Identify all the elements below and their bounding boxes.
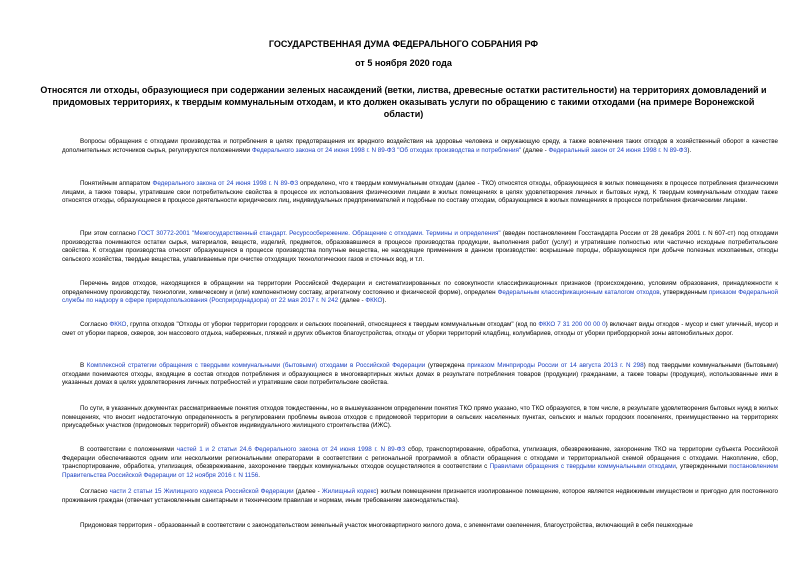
link-fkko-catalog[interactable]: Федеральным классификационным каталогом отходов xyxy=(497,288,660,296)
paragraph-1: Вопросы обращения с отходами производства и потребления в целях предотвращения их вредного воздействия на здоровье человека и окружающую среду, а также вовлечения таких отходов в хозяйственный оборот в качестве дополнительных источников сырья, регулируются положениями Федерального закона от 24 июня 1998 г. N 89-ФЗ "Об отходах производства и потребления" (далее - Федеральный закон от 24 июня 1998 г. N 89-ФЗ). xyxy=(62,138,778,154)
link-fkko-code[interactable]: ФККО 7 31 200 00 00 0 xyxy=(538,321,606,328)
link-federal-law-89fz[interactable]: Федерального закона от 24 июня 1998 г. N 89-ФЗ "Об отходах производства и потребления" xyxy=(251,146,522,154)
link-housing-code-article-15[interactable]: части 2 статьи 15 Жилищного кодекса Российской Федерации xyxy=(109,488,294,495)
link-rosprirodnadzor-order[interactable]: приказом Федеральной службы по надзору в сфере природопользования (Росприроднадзора) от 22 мая 2017 г. N 242 xyxy=(62,288,779,305)
link-gost-30772[interactable]: ГОСТ 30772-2001 "Межгосударственный стандарт. Ресурсосбережение. Обращение с отходами. Термины и определения" xyxy=(137,230,501,237)
link-complex-strategy[interactable]: Комплексной стратегии обращения с твердыми коммунальными (бытовыми) отходами в Российской Федерации xyxy=(86,362,426,369)
link-article-24-6[interactable]: частей 1 и 2 статьи 24.6 Федерального закона от 24 июня 1998 г. N 89-ФЗ xyxy=(176,446,406,453)
link-fkko[interactable]: ФККО xyxy=(365,297,383,305)
paragraph-8: В соответствии с положениями частей 1 и 2 статьи 24.6 Федерального закона от 24 июня 1998 г. N 89-ФЗ сбор, транспортирование, обработка, утилизация, обезвреживание, захоронение ТКО на территории субъекта Российской Федерации обеспечиваются одним или несколькими региональными операторами в соответствии с региональной программой в области обращения с отходами и территориальной схемой обращения с отходами. Накопление, сбор, транспортирование, обработка, утилизация, обезвреживание, захоронение твердых коммунальных отходов осуществляются в соответствии с Правилами обращения с твердыми коммунальными отходами, утвержденными постановлением Правительства Российской Федерации от 12 ноября 2016 г. N 1156. xyxy=(62,446,778,480)
paragraph-5: Согласно ФККО, группа отходов "Отходы от уборки территории городских и сельских поселений, относящиеся к твердым коммунальным отходам" (код по ФККО 7 31 200 00 00 0) включает виды отходов - мусор и смет уличный, мусор и смет от уборки парков, скверов, зон массового отдыха, набережных, пляжей и других объектов благоустройства, отходы от уборки территорий кладбищ, колумбариев, отходы от уборки прибордюрной зоны автомобильных дорог. xyxy=(62,321,778,337)
link-minprirody-order[interactable]: приказом Минприроды России от 14 августа 2013 г. N 298 xyxy=(467,362,644,369)
paragraph-3: При этом согласно ГОСТ 30772-2001 "Межгосударственный стандарт. Ресурсосбережение. Обращение с отходами. Термины и определения" (введен постановлением Госстандарта России от 28 декабря 2001 г. N 607-ст) под отходами производства понимаются остатки сырья, материалов, веществ, изделий, предметов, образовавшиеся в процессе производства продукции, выполнения работ (услуг) и утратившие полностью или частично исходные потребительские свойства. К отходам производства относят образующиеся в процессе производства попутные вещества, не находящие применения в данном производстве: вскрышные породы, образующиеся при добыче полезных ископаемых, отходы сельского хозяйства, твердые вещества, улавливаемые при очистке отходящих технологических газов и сточных вод, и т.п. xyxy=(62,230,778,264)
paragraph-7: По сути, в указанных документах рассматриваемые понятия отходов тождественны, но в вышеуказанном определении понятия ТКО прямо указано, что ТКО образуются, в том числе, в результате удовлетворения бытовых нужд в жилых помещениях, что вносит недостаточную определенность в регулировании проблемы вывоза отходов с придомовой территории в сельских населенных пунктах, сельских и малых городских поселениях, преимущественно на территориях приусадебных участков (придомовых территорий) объектов индивидуального жилищного строительства (ИЖС). xyxy=(62,405,778,430)
link-federal-law-89fz-short[interactable]: Федеральный закон от 24 июня 1998 г. N 89-ФЗ xyxy=(548,146,688,154)
paragraph-4: Перечень видов отходов, находящихся в обращении на территории Российской Федерации и систематизированных по совокупности классификационных признаков (происхождению, условиям образования, принадлежности к определенному производству, технологии, химическому и (или) компонентному составу, агрегатному состоянию и физической форме), определен Федеральным классификационным каталогом отходов, утвержденным приказом Федеральной службы по надзору в сфере природопользования (Росприроднадзора) от 22 мая 2017 г. N 242 (далее - ФККО). xyxy=(62,280,779,305)
link-federal-law-89fz-2[interactable]: Федерального закона от 24 июня 1998 г. N 89-ФЗ xyxy=(152,180,299,187)
link-housing-code[interactable]: Жилищный кодекс xyxy=(321,488,377,495)
document-date: от 5 ноября 2020 года xyxy=(355,58,452,68)
paragraph-2: Понятийным аппаратом Федерального закона от 24 июня 1998 г. N 89-ФЗ определено, что к твердым коммунальным отходам (далее - ТКО) относятся отходы, образующиеся в жилых помещениях в процессе потребления физическими лицами, а также товары, утратившие свои потребительские свойства в процессе их использования физическими лицами в жилых помещениях в целях удовлетворения личных и бытовых нужд. К твердым коммунальным отходам также относятся отходы, образующиеся в процессе деятельности юридических лиц, индивидуальных предпринимателей и подобные по составу отходам, образующимся в жилых помещениях в процессе потребления физическими лицами. xyxy=(62,180,778,205)
paragraph-9: Согласно части 2 статьи 15 Жилищного кодекса Российской Федерации (далее - Жилищный кодекс) жилым помещением признается изолированное помещение, которое является недвижимым имуществом и пригодно для постоянного проживания граждан (отвечает установленным санитарным и техническим правилам и нормам, иным требованиям законодательства). xyxy=(62,488,778,504)
paragraph-10: Придомовая территория - образованный в соответствии с законодательством земельный участок многоквартирного жилого дома, с элементами озеленения, благоустройства, включающий в себя пешеходные xyxy=(80,522,693,529)
paragraph-6: В Комплексной стратегии обращения с твердыми коммунальными (бытовыми) отходами в Российской Федерации (утверждена приказом Минприроды России от 14 августа 2013 г. N 298) под твердыми коммунальными (бытовыми) отходами понимаются отходы, входящие в состав отходов потребления и образующиеся в многоквартирных жилых домах в результате потребления товаров (продукции) гражданами, а также товары (продукция), использованные ими в указанных домах в целях удовлетворения личных потребностей и утратившие свои потребительские свойства. xyxy=(62,362,778,387)
link-fkko-2[interactable]: ФККО xyxy=(109,321,127,328)
link-government-decree-1156[interactable]: постановлением Правительства Российской Федерации от 12 ноября 2016 г. N 1156 xyxy=(62,463,778,480)
link-tko-rules[interactable]: Правилами обращения с твердыми коммунальными отходами xyxy=(489,463,676,471)
document-subject: Относятся ли отходы, образующиеся при содержании зеленых насаждений (ветки, листва, древесные остатки растительности) на территориях домовладений и придомовых территориях, к твердым коммунальным отходам, и кто должен оказывать услуги по обращению с такими отходами (на примере Воронежской области) xyxy=(40,85,767,119)
document-org-title: ГОСУДАРСТВЕННАЯ ДУМА ФЕДЕРАЛЬНОГО СОБРАНИЯ РФ xyxy=(268,39,539,49)
